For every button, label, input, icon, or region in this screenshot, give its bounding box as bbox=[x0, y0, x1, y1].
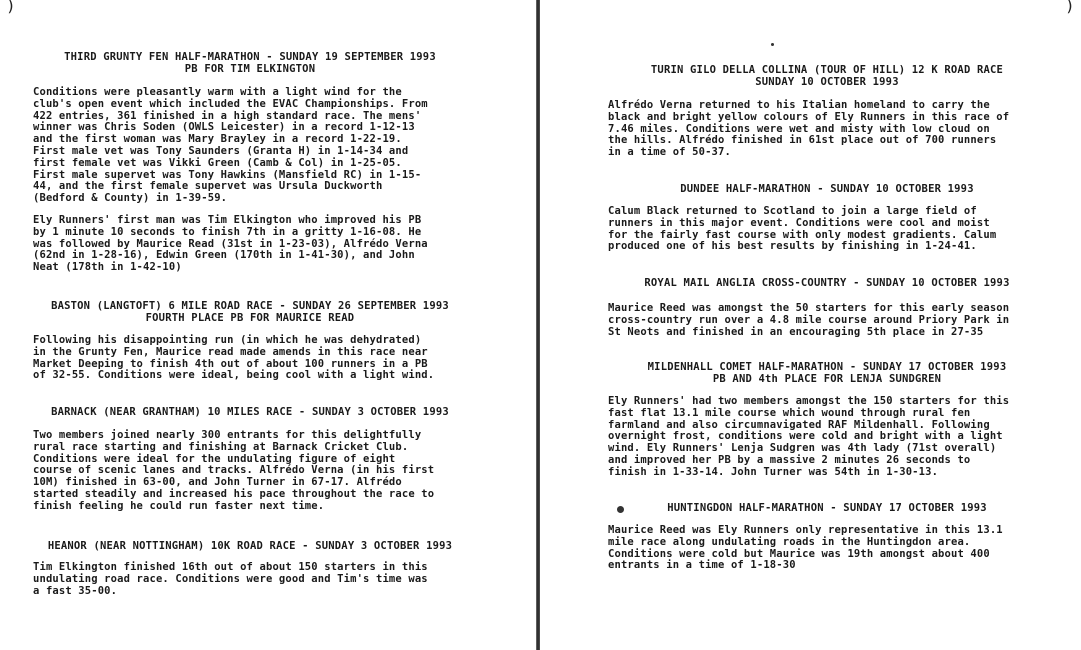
right-page bbox=[542, 0, 1081, 650]
section-paragraph: Following his disappointing run (in which he was dehydrated) in the Grunty Fen, Maurice read made amends in this race near Market Deeping to finish 4th out of about 100 runners in a PB of 32-55. Conditions were ideal, being cool with a light wind. bbox=[33, 334, 435, 382]
section-heading: HUNTINGDON HALF-MARATHON - SUNDAY 17 OCTOBER 1993 bbox=[667, 502, 987, 514]
section-heading: HEANOR (NEAR NOTTINGHAM) 10K ROAD RACE - SUNDAY 3 OCTOBER 1993 bbox=[47, 540, 453, 552]
section-paragraph: Two members joined nearly 300 entrants for this delightfully rural race starting and finishing at Barnack Cricket Club. Conditions were ideal for the undulating figure of eight course of scenic lanes and tracks. Alfrédo Verna (in his first 10M) finished in 63-00, and John Turner in 67-17. Alfrédo started steadily and increased his pace throughout the race to finish feeling he could run faster next time. bbox=[33, 429, 435, 512]
section-heading: MILDENHALL COMET HALF-MARATHON - SUNDAY 17 OCTOBER 1993 PB AND 4th PLACE FOR LENJA SUNDGREN bbox=[647, 361, 1007, 385]
book-spine bbox=[536, 0, 540, 650]
section-heading: BARNACK (NEAR GRANTHAM) 10 MILES RACE - SUNDAY 3 OCTOBER 1993 bbox=[51, 406, 449, 418]
speck bbox=[771, 43, 774, 46]
section-paragraph: Maurice Reed was Ely Runners only representative in this 13.1 mile race along undulating roads in the Huntingdon area. Conditions were cold but Maurice was 19th amongst about 400 entrants in a time of 1-18-30 bbox=[608, 524, 1003, 572]
section-paragraph: Alfrédo Verna returned to his Italian homeland to carry the black and bright yellow colours of Ely Runners in this race of 7.46 miles. Conditions were wet and misty with low cloud on the hills. Alfrédo finished in 61st place out of 700 runners in a time of 50-37. bbox=[608, 99, 1010, 159]
section-heading: DUNDEE HALF-MARATHON - SUNDAY 10 OCTOBER 1993 bbox=[680, 183, 974, 195]
section-paragraph: Ely Runners' had two members amongst the 150 starters for this fast flat 13.1 mile course which wound through rural fen farmland and also circumnavigated RAF Mildenhall. Following overnight frost, conditions were cold and bright with a light wind. Ely Runners' Lenja Sudgren was 4th lady (71st overall) and improved her PB by a massive 2 minutes 26 seconds to finish in 1-33-14. John Turner was 54th in 1-30-13. bbox=[608, 395, 1010, 478]
section-paragraph: Ely Runners' first man was Tim Elkington who improved his PB by 1 minute 10 seconds to finish 7th in a gritty 1-16-08. He was followed by Maurice Read (31st in 1-23-03), Alfrédo Verna (62nd in 1-28-16), Edwin Green (170th in 1-41-30), and John Neat (178th in 1-42-10) bbox=[33, 214, 428, 274]
section-paragraph: Maurice Reed was amongst the 50 starters for this early season cross-country run over a 4.8 mile course around Priory Park in St Neots and finished in an encouraging 5th place in 27-35 bbox=[608, 302, 1010, 338]
section-paragraph: Conditions were pleasantly warm with a light wind for the club's open event which included the EVAC Championships. From 422 entries, 361 finished in a high standard race. The mens' winner was Chris Soden (OWLS Leicester) in a record 1-12-13 and the first woman was Mary Brayley in a record 1-22-19. First male vet was Tony Saunders (Granta H) in 1-14-34 and first female vet was Vikki Green (Camb & Col) in 1-25-05. First male supervet was Tony Hawkins (Mansfield RC) in 1-15- 44, and the first female supervet was Ursula Duckworth (Bedford & County) in 1-39-59. bbox=[33, 86, 428, 205]
page-edge-mark: ) bbox=[1065, 0, 1075, 15]
left-page bbox=[0, 0, 536, 650]
page-edge-mark: ) bbox=[6, 0, 16, 15]
section-paragraph: Calum Black returned to Scotland to join a large field of runners in this major event. Conditions were cool and moist for the fairly fast course with only modest gradients. Calum produced one of his best results by finishing in 1-24-41. bbox=[608, 205, 997, 253]
section-paragraph: Tim Elkington finished 16th out of about 150 starters in this undulating road race. Conditions were good and Tim's time was a fast 35-00. bbox=[33, 561, 428, 597]
section-heading: TURIN GILO DELLA COLLINA (TOUR OF HILL) 12 K ROAD RACE SUNDAY 10 OCTOBER 1993 bbox=[650, 64, 1004, 88]
section-heading: ROYAL MAIL ANGLIA CROSS-COUNTRY - SUNDAY 10 OCTOBER 1993 bbox=[644, 277, 1010, 289]
section-heading: BASTON (LANGTOFT) 6 MILE ROAD RACE - SUNDAY 26 SEPTEMBER 1993 FOURTH PLACE PB FOR MAURICE READ bbox=[51, 300, 449, 324]
section-heading: THIRD GRUNTY FEN HALF-MARATHON - SUNDAY 19 SEPTEMBER 1993 PB FOR TIM ELKINGTON bbox=[64, 51, 436, 75]
